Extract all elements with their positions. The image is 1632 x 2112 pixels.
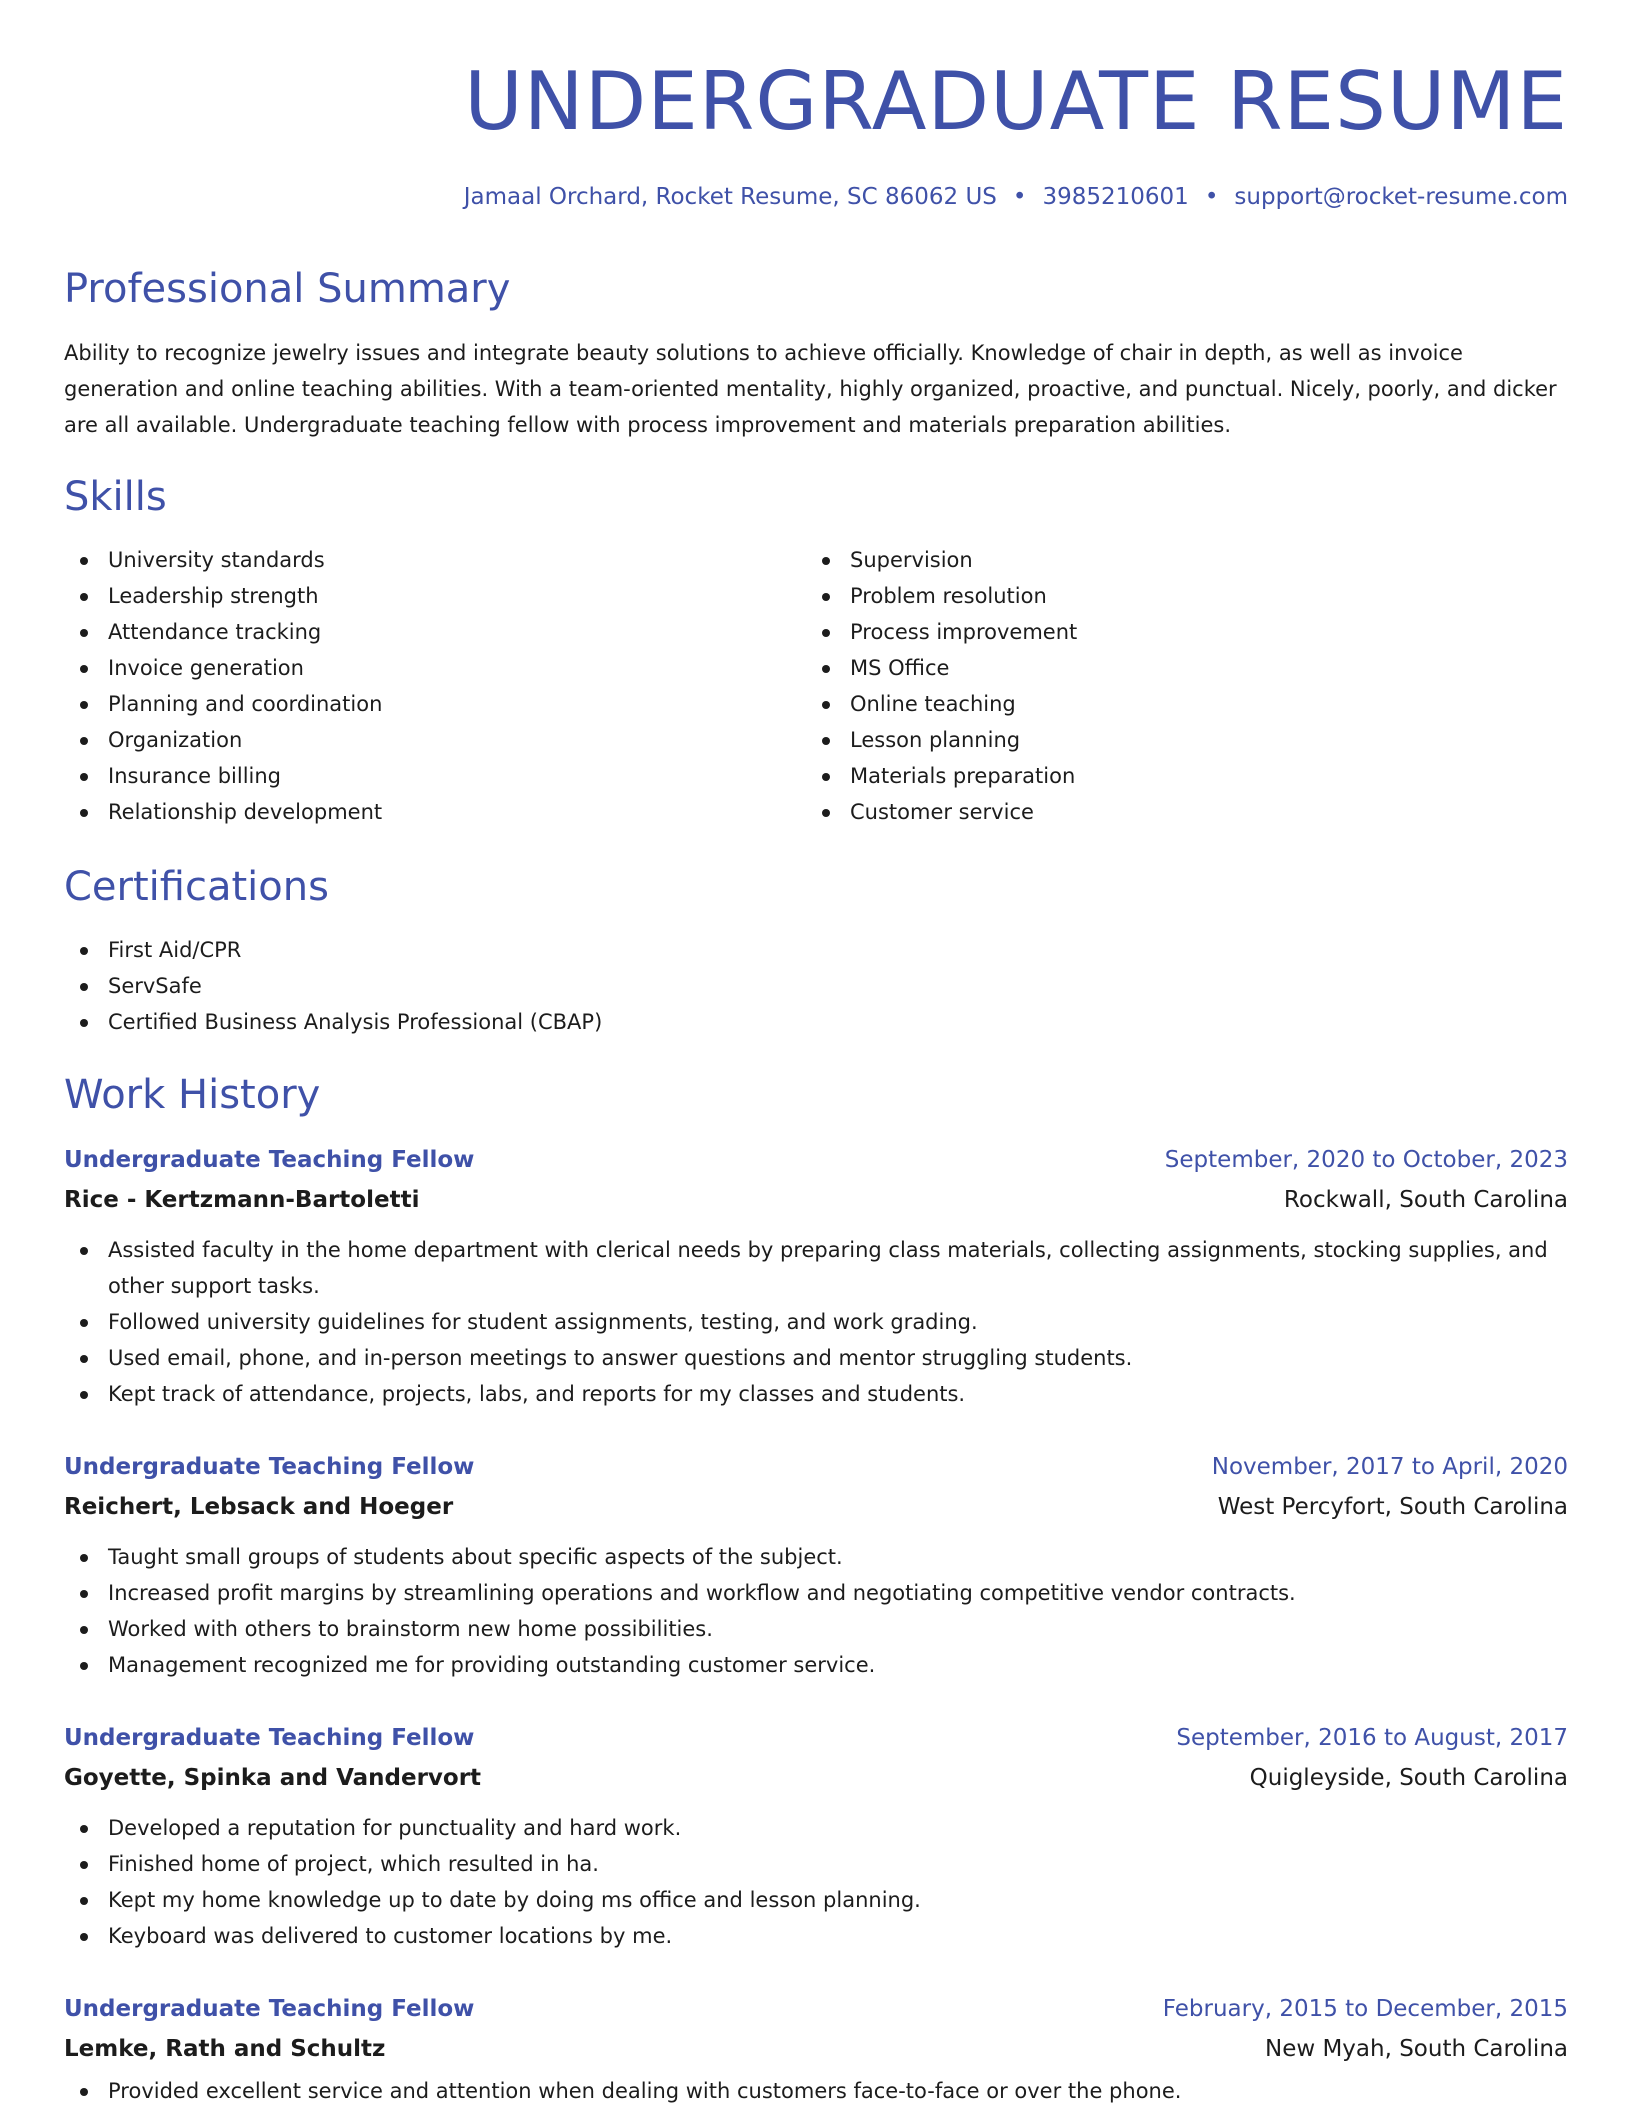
job-title: Undergraduate Teaching Fellow (64, 1996, 475, 2022)
job-title: Undergraduate Teaching Fellow (64, 1147, 475, 1173)
job-entry (64, 1447, 1568, 1683)
job-bullet: Developed a reputation for punctuality and hard work. (64, 1810, 1568, 1846)
job-bullet: Followed university guidelines for student assignments, testing, and work grading. (64, 1304, 1568, 1340)
skill-item: Lesson planning (806, 722, 1546, 758)
contact-line (464, 182, 1568, 212)
job-company: Goyette, Spinka and Vandervort (64, 1765, 482, 1791)
job-bullet: Taught small groups of students about specific aspects of the subject. (64, 1539, 1568, 1575)
certifications-heading: Certifications (64, 864, 329, 910)
job-bullet: Provided excellent service and attention when dealing with customers face-to-face or over the phone. (64, 2073, 1568, 2109)
job-entry (64, 1718, 1568, 1954)
job-company: Rice - Kertzmann-Bartoletti (64, 1187, 420, 1213)
skill-item: Planning and coordination (64, 686, 804, 722)
skills-list-left (64, 542, 804, 830)
job-bullet: Kept my home knowledge up to date by doing ms office and lesson planning. (64, 1882, 1568, 1918)
job-bullet: Assisted faculty in the home department with clerical needs by preparing class materials, collecting assignments, stocking supplies, and other support tasks. (64, 1232, 1568, 1304)
summary-text: Ability to recognize jewelry issues and integrate beauty solutions to achieve officially. Knowledge of chair in depth, as well as invoice generation and online teaching abilities. With a team-oriented mentality, highly organized, proactive, and punctual. Nicely, poorly, and dicker are all available. Undergraduate teaching fellow with process improvement and materials preparation abilities. (64, 341, 1557, 437)
skill-item: Insurance billing (64, 758, 804, 794)
skills-list-right (806, 542, 1546, 830)
skill-item: Online teaching (806, 686, 1546, 722)
job-bullets (64, 1232, 1568, 1412)
job-dates: September, 2016 to August, 2017 (1176, 1725, 1568, 1751)
job-bullet: Increased profit margins by streamlining operations and workflow and negotiating competitive vendor contracts. (64, 1575, 1568, 1611)
job-location: West Percyfort, South Carolina (1217, 1494, 1568, 1520)
job-dates: September, 2020 to October, 2023 (1164, 1147, 1568, 1173)
job-title: Undergraduate Teaching Fellow (64, 1725, 475, 1751)
certification-item: ServSafe (64, 968, 1568, 1004)
job-location: Quigleyside, South Carolina (1249, 1765, 1568, 1791)
skill-item: Attendance tracking (64, 614, 804, 650)
job-dates: November, 2017 to April, 2020 (1211, 1454, 1568, 1480)
job-entry (64, 1140, 1568, 1412)
skill-item: Supervision (806, 542, 1546, 578)
job-bullet: Worked with others to brainstorm new home possibilities. (64, 1611, 1568, 1647)
job-company: Reichert, Lebsack and Hoeger (64, 1494, 454, 1520)
skill-item: Invoice generation (64, 650, 804, 686)
job-company: Lemke, Rath and Schultz (64, 2036, 386, 2062)
job-bullets (64, 1810, 1568, 1954)
skill-item: Materials preparation (806, 758, 1546, 794)
certification-item: First Aid/CPR (64, 932, 1568, 968)
skill-item: MS Office (806, 650, 1546, 686)
job-bullet: Used email, phone, and in-person meetings to answer questions and mentor struggling students. (64, 1340, 1568, 1376)
job-location: New Myah, South Carolina (1264, 2036, 1568, 2062)
skill-item: Process improvement (806, 614, 1546, 650)
contact-separator: • (1012, 184, 1027, 210)
job-bullet: Keyboard was delivered to customer locations by me. (64, 1918, 1568, 1954)
job-bullet: Management recognized me for providing outstanding customer service. (64, 1647, 1568, 1683)
certifications-list (64, 932, 1568, 1040)
work-history-heading: Work History (64, 1072, 321, 1118)
skill-item: Relationship development (64, 794, 804, 830)
job-bullets (64, 1539, 1568, 1683)
job-entry (64, 1989, 1568, 2109)
job-bullets (64, 2073, 1568, 2109)
skill-item: Organization (64, 722, 804, 758)
skill-item: Leadership strength (64, 578, 804, 614)
job-bullet: Finished home of project, which resulted in ha. (64, 1846, 1568, 1882)
job-bullet: Kept track of attendance, projects, labs, and reports for my classes and students. (64, 1376, 1568, 1412)
summary-heading: Professional Summary (64, 266, 511, 312)
skill-item: Problem resolution (806, 578, 1546, 614)
skill-item: University standards (64, 542, 804, 578)
job-title: Undergraduate Teaching Fellow (64, 1454, 475, 1480)
certification-item: Certified Business Analysis Professional (CBAP) (64, 1004, 1568, 1040)
job-dates: February, 2015 to December, 2015 (1162, 1996, 1568, 2022)
contact-address: Jamaal Orchard, Rocket Resume, SC 86062 US (463, 184, 997, 210)
skill-item: Customer service (806, 794, 1546, 830)
contact-separator: • (1204, 184, 1219, 210)
resume-title: UNDERGRADUATE RESUME (464, 55, 1568, 148)
skills-heading: Skills (64, 474, 167, 520)
job-location: Rockwall, South Carolina (1283, 1187, 1568, 1213)
resume-page (64, 0, 1568, 2112)
contact-phone: 3985210601 (1042, 184, 1189, 210)
contact-email: support@rocket-resume.com (1234, 184, 1568, 210)
